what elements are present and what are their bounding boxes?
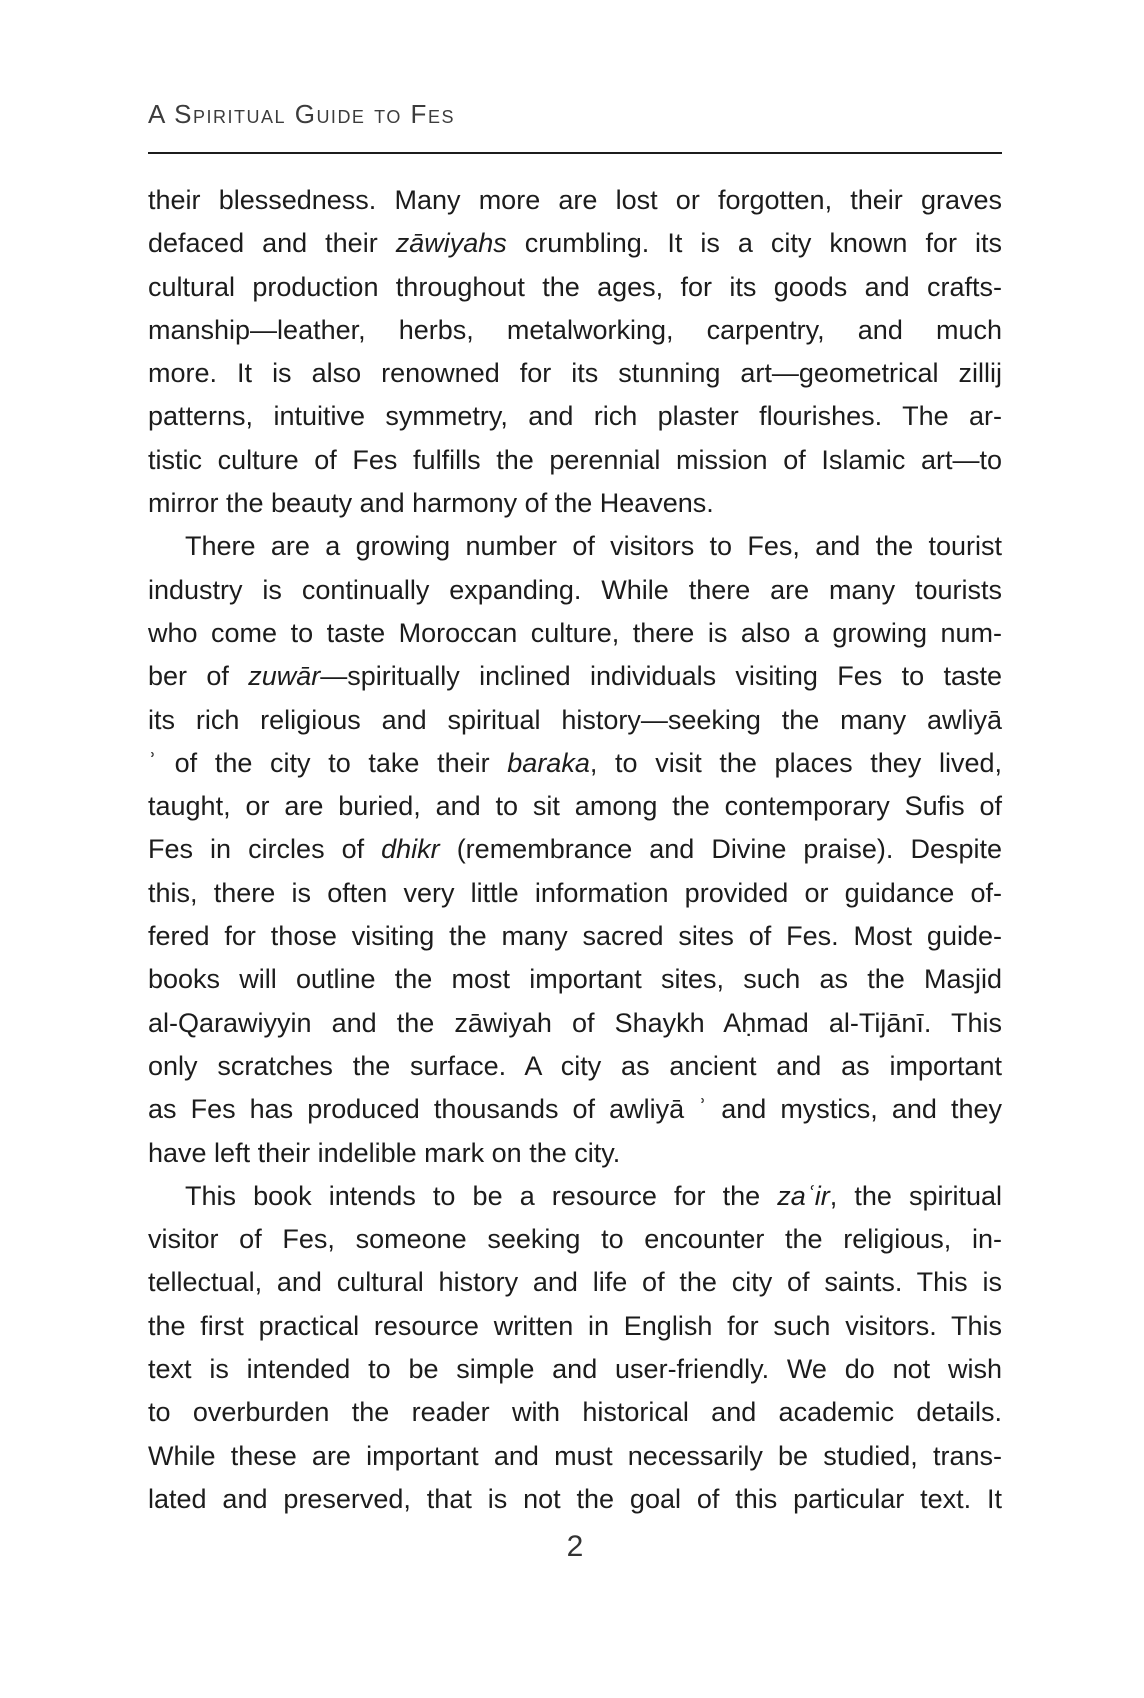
text-segment: industry is continually expanding. While there are many tourists xyxy=(148,574,1002,605)
text-segment: , to visit the places they lived, xyxy=(589,747,1002,778)
text-line xyxy=(148,266,1002,309)
text-line xyxy=(148,525,1002,568)
text-line xyxy=(148,872,1002,915)
text-segment: (remembrance and Divine praise). Despite xyxy=(439,834,1002,865)
italic-term: zaʿir xyxy=(777,1180,830,1211)
text-segment: the first practical resource written in English for such visitors. This xyxy=(148,1310,1002,1341)
text-segment: There are a growing number of visitors to Fes, and the tourist xyxy=(185,531,1002,562)
text-line xyxy=(148,1391,1002,1434)
text-line xyxy=(148,222,1002,265)
text-line xyxy=(148,915,1002,958)
italic-term: baraka xyxy=(507,747,590,778)
text-segment: defaced and their xyxy=(148,228,396,259)
text-line xyxy=(148,785,1002,828)
text-line xyxy=(148,742,1002,785)
text-segment: to overburden the reader with historical and academic details. xyxy=(148,1397,1002,1428)
text-line xyxy=(148,1002,1002,1045)
text-line xyxy=(148,179,1002,222)
text-line xyxy=(148,439,1002,482)
text-line xyxy=(148,612,1002,655)
text-segment: patterns, intuitive symmetry, and rich plaster flourishes. The ar- xyxy=(148,401,1002,432)
italic-term: zuwār xyxy=(248,661,321,692)
text-line xyxy=(148,309,1002,352)
text-line xyxy=(148,1348,1002,1391)
text-segment: al-Qarawiyyin and the zāwiyah of Shaykh Aḥmad al-Tijānī. This xyxy=(148,1007,1002,1038)
text-segment: more. It is also renowned for its stunning art—geometrical zillij xyxy=(148,358,1002,389)
text-segment: books will outline the most important sites, such as the Masjid xyxy=(148,964,1002,995)
text-segment: crumbling. It is a city known for its xyxy=(506,228,1002,259)
text-line xyxy=(148,1435,1002,1478)
text-segment: lated and preserved, that is not the goal of this particular text. It xyxy=(148,1483,1002,1514)
text-line xyxy=(148,828,1002,871)
text-segment: manship—leather, herbs, metalworking, carpentry, and much xyxy=(148,314,1002,345)
italic-term: zāwiyahs xyxy=(395,228,507,259)
text-segment: tellectual, and cultural history and life of the city of saints. This is xyxy=(148,1267,1002,1298)
page-number: 2 xyxy=(566,1530,584,1563)
text-segment: only scratches the surface. A city as ancient and as important xyxy=(148,1050,1002,1081)
text-segment: While these are important and must necessarily be studied, trans- xyxy=(148,1440,1002,1471)
text-line xyxy=(148,1305,1002,1348)
text-segment: tistic culture of Fes fulfills the perennial mission of Islamic art—to xyxy=(148,444,1002,475)
text-line xyxy=(148,699,1002,742)
text-segment: —spiritually inclined individuals visiting Fes to taste xyxy=(320,661,1002,692)
text-line xyxy=(148,1132,1002,1175)
text-line xyxy=(148,655,1002,698)
text-segment: ʾ of the city to take their xyxy=(148,747,508,778)
text-line xyxy=(148,352,1002,395)
text-line xyxy=(148,958,1002,1001)
text-segment: Fes in circles of xyxy=(148,834,382,865)
text-line xyxy=(148,1088,1002,1131)
text-segment: text is intended to be simple and user-friendly. We do not wish xyxy=(148,1354,1002,1385)
body-text xyxy=(148,179,1002,1521)
text-line xyxy=(148,1261,1002,1304)
text-column xyxy=(148,0,1002,1521)
text-segment: its rich religious and spiritual history—seeking the many awliyā xyxy=(148,704,1002,735)
text-segment: cultural production throughout the ages, for its goods and crafts- xyxy=(148,271,1002,302)
text-segment: fered for those visiting the many sacred sites of Fes. Most guide- xyxy=(148,921,1002,952)
text-line xyxy=(148,569,1002,612)
text-line xyxy=(148,1045,1002,1088)
text-line xyxy=(148,395,1002,438)
text-segment: this, there is often very little information provided or guidance of- xyxy=(148,877,1002,908)
text-segment: ber of xyxy=(148,661,249,692)
text-segment: , the spiritual xyxy=(829,1180,1002,1211)
text-line xyxy=(148,1478,1002,1521)
text-line xyxy=(148,1218,1002,1261)
text-segment: This book intends to be a resource for the xyxy=(185,1180,778,1211)
text-segment: visitor of Fes, someone seeking to encounter the religious, in- xyxy=(148,1224,1002,1255)
text-line xyxy=(148,1175,1002,1218)
text-segment: who come to taste Moroccan culture, there is also a growing num- xyxy=(148,617,1002,648)
italic-term: dhikr xyxy=(381,834,440,865)
text-segment: as Fes has produced thousands of awliyā ʾ and mystics, and they xyxy=(148,1094,1002,1125)
running-header-title: A Spiritual Guide to Fes xyxy=(148,99,455,129)
text-segment: mirror the beauty and harmony of the Heavens. xyxy=(148,488,714,519)
header-rule xyxy=(148,152,1002,154)
text-segment: have left their indelible mark on the city. xyxy=(148,1137,621,1168)
text-line xyxy=(148,482,1002,525)
text-segment: their blessedness. Many more are lost or forgotten, their graves xyxy=(148,185,1002,215)
text-segment: taught, or are buried, and to sit among the contemporary Sufis of xyxy=(148,791,1002,822)
